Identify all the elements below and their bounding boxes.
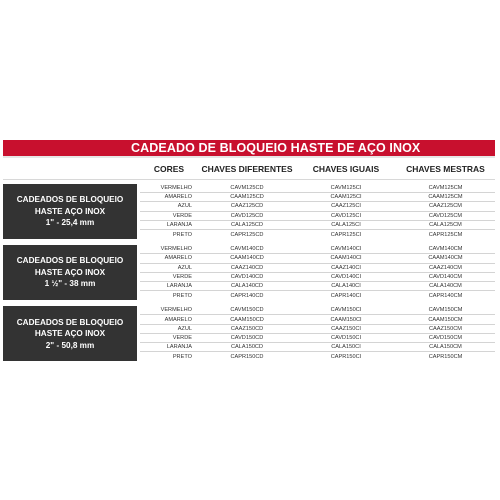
color-name: PRETO <box>172 353 192 360</box>
color-name: LARANJA <box>166 282 192 289</box>
column-headers <box>3 158 495 180</box>
code-iguais: CAVD125CI <box>330 212 362 219</box>
code-iguais: CAPR125CI <box>330 231 362 238</box>
color-name: VERDE <box>172 212 192 219</box>
code-diferentes: CAVM125CD <box>230 185 264 192</box>
code-diferentes: CAAZ125CD <box>230 203 264 210</box>
group-label-size: 1 ½" - 38 mm <box>44 279 96 289</box>
code-mestras: CALA150CM <box>429 344 462 351</box>
table-row <box>140 291 495 300</box>
group-label-size: 1" - 25,4 mm <box>45 218 95 228</box>
code-diferentes: CAPR140CD <box>230 292 264 299</box>
group-label-line: HASTE AÇO INOX <box>34 206 106 216</box>
table-row <box>140 306 495 315</box>
code-iguais: CAAZ125CI <box>331 203 361 210</box>
color-name: LARANJA <box>166 344 192 351</box>
code-iguais: CAAZ150CI <box>331 325 361 332</box>
code-mestras: CAAM150CM <box>428 316 463 323</box>
code-diferentes: CAPR150CD <box>230 353 264 360</box>
code-mestras: CAAZ140CM <box>429 264 462 271</box>
code-iguais: CAVD150CI <box>330 334 362 341</box>
table-row <box>140 264 495 273</box>
code-diferentes: CAAZ150CD <box>230 325 264 332</box>
table-row <box>140 273 495 282</box>
table-row <box>140 325 495 334</box>
table-row <box>140 230 495 239</box>
code-diferentes: CAVD125CD <box>230 212 264 219</box>
group-label-line: CADEADOS DE BLOQUEIO <box>16 195 124 205</box>
code-mestras: CALA140CM <box>429 282 462 289</box>
code-diferentes: CAPR125CD <box>230 231 264 238</box>
code-iguais: CAAM150CI <box>330 316 362 323</box>
code-diferentes: CAVM140CD <box>230 246 264 253</box>
code-mestras: CAPR150CM <box>428 353 463 360</box>
color-name: PRETO <box>172 292 192 299</box>
group-label-line: CADEADOS DE BLOQUEIO <box>16 317 124 327</box>
code-mestras: CAPR125CM <box>428 231 463 238</box>
table-row <box>140 254 495 263</box>
code-iguais: CAVM140CI <box>330 246 362 253</box>
code-mestras: CAVM125CM <box>428 185 463 192</box>
table-row <box>140 315 495 324</box>
table-row <box>140 202 495 211</box>
group-label-line: CADEADOS DE BLOQUEIO <box>16 256 124 266</box>
code-mestras: CAAZ125CM <box>429 203 462 210</box>
code-diferentes: CAAZ140CD <box>230 264 264 271</box>
code-mestras: CAAM140CM <box>428 255 463 262</box>
code-iguais: CAVM150CI <box>330 307 362 314</box>
code-iguais: CAAZ140CI <box>331 264 361 271</box>
color-name: PRETO <box>172 231 192 238</box>
group-25mm <box>3 184 495 241</box>
code-mestras: CAVD125CM <box>428 212 463 219</box>
table-row <box>140 221 495 230</box>
table-title: CADEADO DE BLOQUEIO HASTE DE AÇO INOX <box>3 140 495 158</box>
color-name: VERDE <box>172 273 192 280</box>
color-name: AZUL <box>177 325 192 332</box>
color-name: AMARELO <box>164 316 192 323</box>
table-row <box>140 343 495 352</box>
code-mestras: CAAZ150CM <box>429 325 462 332</box>
table-row <box>140 212 495 221</box>
color-name: VERMELHO <box>160 185 192 192</box>
code-iguais: CALA140CI <box>331 282 361 289</box>
code-mestras: CALA125CM <box>429 221 462 228</box>
color-name: VERMELHO <box>160 246 192 253</box>
code-diferentes: CAAM150CD <box>230 316 264 323</box>
group-label-size: 2" - 50,8 mm <box>45 340 95 350</box>
group-label <box>3 306 137 361</box>
code-diferentes: CAVM150CD <box>230 307 264 314</box>
code-mestras: CAVD150CM <box>428 334 463 341</box>
code-iguais: CAAM125CI <box>330 194 362 201</box>
group-38mm <box>3 245 495 302</box>
code-mestras: CAPR140CM <box>428 292 463 299</box>
group-label-line: HASTE AÇO INOX <box>34 267 106 277</box>
color-name: LARANJA <box>166 221 192 228</box>
table-row <box>140 193 495 202</box>
product-table <box>3 140 495 363</box>
code-diferentes: CAAM125CD <box>230 194 264 201</box>
code-diferentes: CAVD150CD <box>230 334 264 341</box>
code-diferentes: CAVD140CD <box>230 273 264 280</box>
color-name: AMARELO <box>164 194 192 201</box>
code-mestras: CAVM140CM <box>428 246 463 253</box>
group-50mm <box>3 306 495 363</box>
code-mestras: CAVM150CM <box>428 307 463 314</box>
table-row <box>140 352 495 361</box>
code-diferentes: CALA125CD <box>230 221 264 228</box>
table-row <box>140 334 495 343</box>
group-label-line: HASTE AÇO INOX <box>34 329 106 339</box>
code-diferentes: CALA140CD <box>230 282 264 289</box>
code-mestras: CAAM125CM <box>428 194 463 201</box>
code-iguais: CAAM140CI <box>330 255 362 262</box>
header-chaves-mestras: CHAVES MESTRAS <box>406 163 485 174</box>
group-label <box>3 245 137 300</box>
table-row <box>140 184 495 193</box>
code-iguais: CALA125CI <box>331 221 361 228</box>
header-chaves-diferentes: CHAVES DIFERENTES <box>201 163 293 174</box>
code-iguais: CAVD140CI <box>330 273 362 280</box>
table-row <box>140 282 495 291</box>
color-name: VERMELHO <box>160 307 192 314</box>
code-iguais: CAPR140CI <box>330 292 362 299</box>
code-diferentes: CAAM140CD <box>230 255 264 262</box>
color-name: AZUL <box>177 203 192 210</box>
color-name: AZUL <box>177 264 192 271</box>
header-chaves-iguais: CHAVES IGUAIS <box>312 163 380 174</box>
code-iguais: CAPR150CI <box>330 353 362 360</box>
color-name: AMARELO <box>164 255 192 262</box>
code-iguais: CALA150CI <box>331 344 361 351</box>
code-diferentes: CALA150CD <box>230 344 264 351</box>
code-iguais: CAVM125CI <box>330 185 362 192</box>
header-cores: CORES <box>153 163 185 174</box>
color-name: VERDE <box>172 334 192 341</box>
code-mestras: CAVD140CM <box>428 273 463 280</box>
group-label <box>3 184 137 239</box>
table-row <box>140 245 495 254</box>
